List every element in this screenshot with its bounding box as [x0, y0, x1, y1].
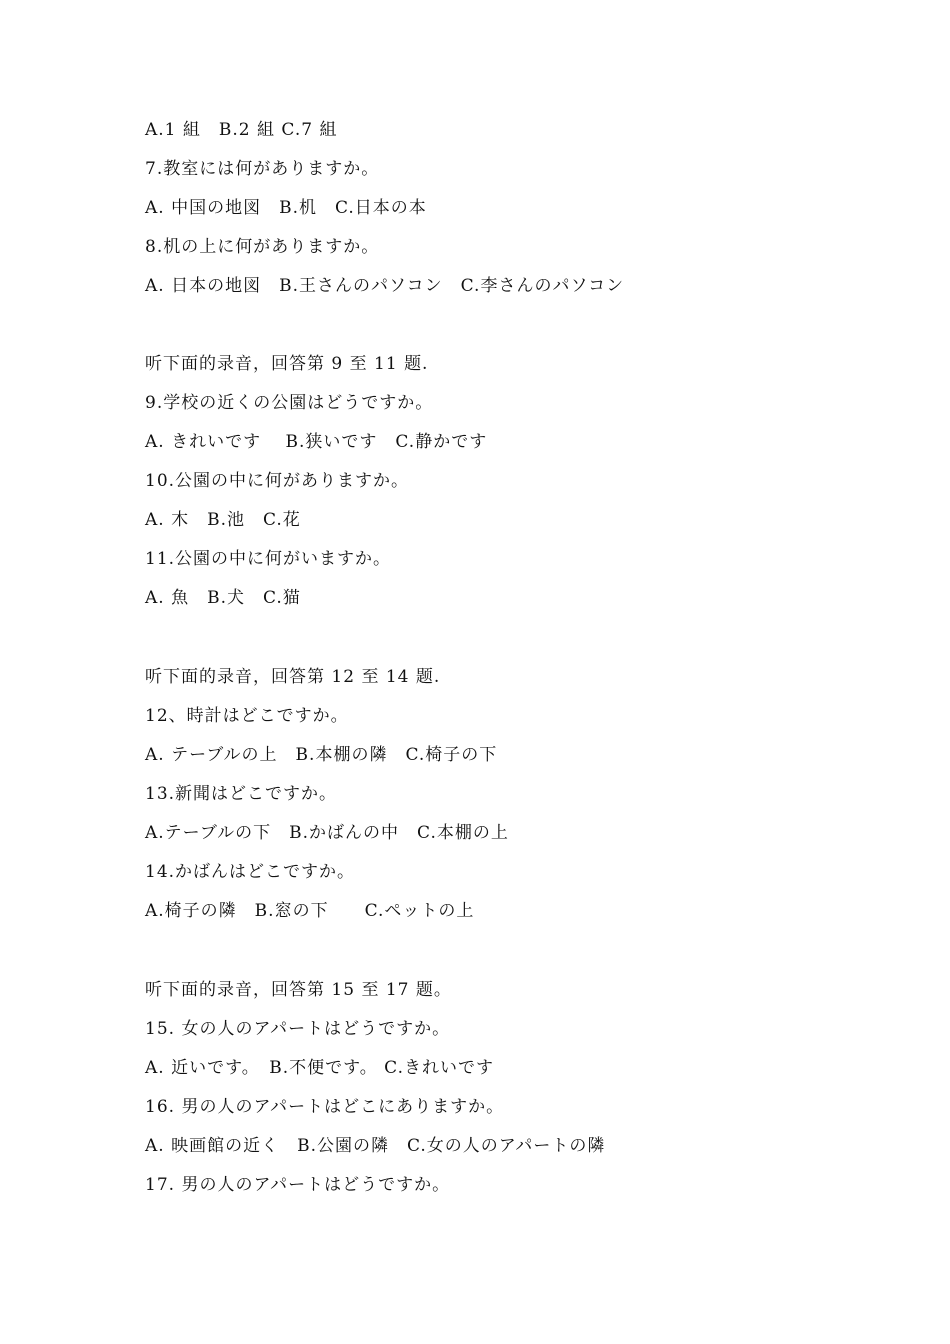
question-9: 9.学校の近くの公園はどうですか。 [145, 393, 434, 413]
answer-options-q13: A.テーブルの下 B.かばんの中 C.本棚の上 [145, 823, 509, 843]
question-11: 11.公園の中に何がいますか。 [145, 549, 392, 569]
question-12: 12、時計はどこですか。 [145, 706, 349, 726]
question-8: 8.机の上に何がありますか。 [145, 237, 380, 257]
answer-options-q8: A. 日本の地図 B.王さんのパソコン C.李さんのパソコン [145, 276, 625, 296]
answer-options-q9: A. きれいです B.狭いです C.静かです [145, 432, 488, 452]
question-17: 17. 男の人のアパートはどうですか。 [145, 1175, 451, 1195]
answer-options-q11: A. 魚 B.犬 C.猫 [145, 588, 301, 608]
question-13: 13.新聞はどこですか。 [145, 784, 338, 804]
answer-options-q14: A.椅子の隣 B.窓の下 C.ペットの上 [145, 901, 475, 921]
question-7: 7.教室には何がありますか。 [145, 159, 380, 179]
answer-options-q16: A. 映画館の近く B.公園の隣 C.女の人のアパートの隣 [145, 1136, 606, 1156]
answer-options-q7: A. 中国の地図 B.机 C.日本の本 [145, 198, 427, 218]
question-10: 10.公園の中に何がありますか。 [145, 471, 410, 491]
answer-options-q10: A. 木 B.池 C.花 [145, 510, 301, 530]
question-15: 15. 女の人のアパートはどうですか。 [145, 1019, 451, 1039]
question-16: 16. 男の人のアパートはどこにありますか。 [145, 1097, 505, 1117]
answer-options-q12: A. テーブルの上 B.本棚の隣 C.椅子の下 [145, 745, 498, 765]
question-14: 14.かばんはどこですか。 [145, 862, 356, 882]
answer-options-q15: A. 近いです。 B.不便です。 C.きれいです [145, 1058, 494, 1078]
answer-options-q6: A.1 組 B.2 組 C.7 組 [145, 120, 338, 140]
section-instruction-9-11: 听下面的录音，回答第 9 至 11 题. [145, 354, 429, 374]
section-instruction-15-17: 听下面的录音，回答第 15 至 17 题。 [145, 980, 452, 1000]
section-instruction-12-14: 听下面的录音，回答第 12 至 14 题. [145, 667, 441, 687]
